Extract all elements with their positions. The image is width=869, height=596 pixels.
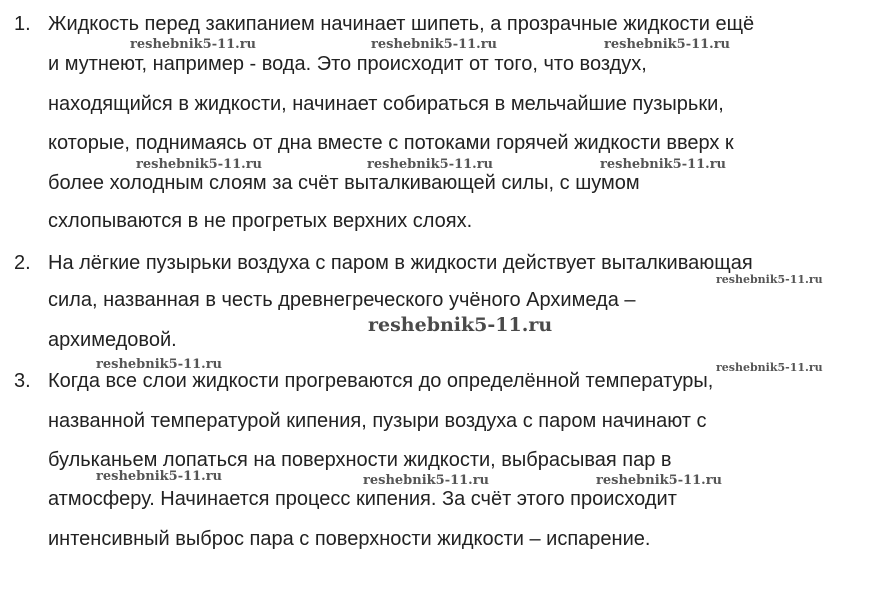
watermark: reshebnik5-11.ru (596, 473, 723, 488)
item-2-line-1: На лёгкие пузырьки воздуха с паром в жидкости действует выталкивающая (48, 252, 753, 274)
item-1-number: 1. (14, 13, 31, 35)
item-1-line-3: находящийся в жидкости, начинает собираться в мельчайшие пузырьки, (48, 93, 724, 115)
watermark: reshebnik5-11.ru (96, 469, 223, 484)
item-3-line-5: интенсивный выброс пара с поверхности жидкости – испарение. (48, 528, 651, 550)
item-3-line-1: Когда все слои жидкости прогреваются до определённой температуры, (48, 370, 714, 392)
watermark: reshebnik5-11.ru (371, 37, 498, 52)
item-1-line-4: которые, поднимаясь от дна вместе с потоками горячей жидкости вверх к (48, 132, 734, 154)
item-1-line-6: схлопываются в не прогретых верхних слоях. (48, 210, 473, 232)
item-2-number: 2. (14, 252, 31, 274)
watermark: reshebnik5-11.ru (367, 157, 494, 172)
watermark: reshebnik5-11.ru (716, 361, 823, 374)
item-1-line-1: Жидкость перед закипанием начинает шипеть, а прозрачные жидкости ещё (48, 13, 755, 35)
item-3-line-2: названной температурой кипения, пузыри воздуха с паром начинают с (48, 410, 707, 432)
watermark: reshebnik5-11.ru (368, 314, 553, 336)
watermark: reshebnik5-11.ru (604, 37, 731, 52)
item-3-number: 3. (14, 370, 31, 392)
watermark: reshebnik5-11.ru (716, 273, 823, 286)
item-1-line-5: более холодным слоям за счёт выталкивающей силы, с шумом (48, 172, 640, 194)
item-2-line-2: сила, названная в честь древнегреческого учёного Архимеда – (48, 289, 636, 311)
item-3-line-3: бульканьем лопаться на поверхности жидкости, выбрасывая пар в (48, 449, 672, 471)
watermark: reshebnik5-11.ru (363, 473, 490, 488)
watermark: reshebnik5-11.ru (96, 357, 223, 372)
item-3-line-4: атмосферу. Начинается процесс кипения. За счёт этого происходит (48, 488, 677, 510)
item-1-line-2: и мутнеют, например - вода. Это происходит от того, что воздух, (48, 53, 647, 75)
watermark: reshebnik5-11.ru (130, 37, 257, 52)
watermark: reshebnik5-11.ru (600, 157, 727, 172)
item-2-line-3: архимедовой. (48, 329, 177, 351)
watermark: reshebnik5-11.ru (136, 157, 263, 172)
